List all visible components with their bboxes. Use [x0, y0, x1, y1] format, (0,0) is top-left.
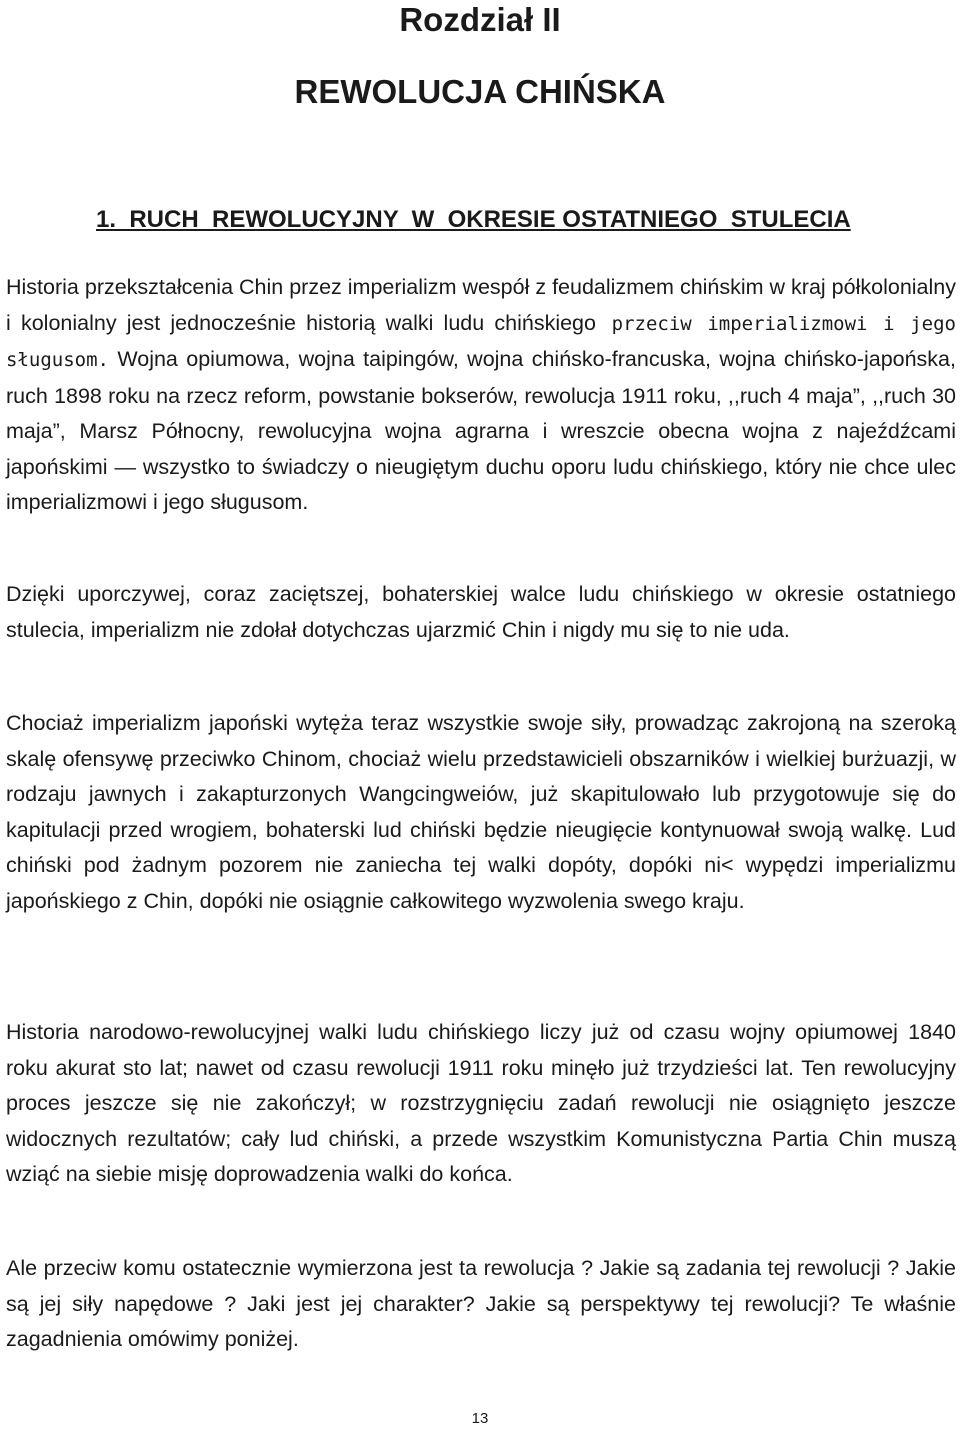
paragraph-1-monospace-fragment: przeciw imperializmowi i jego sługusom.	[6, 312, 956, 371]
page-number: 13	[471, 1410, 489, 1427]
section-heading: 1. RUCH REWOLUCYJNY W OKRESIE OSTATNIEGO STULECIA	[96, 206, 851, 233]
paragraph-1-rest: Wojna opiumowa, wojna taipingów, wojna chińsko-francuska, wojna chińsko-japońska, ruch 1898 roku na rzecz reform, powstanie bokserów, rewolucja 1911 roku, ,,ruch 4 maja”, ,,ruch 30 maja”, Marsz Północny, rewolucyjna wojna agrarna i wreszcie obecna wojna z najeźdźcami japońskimi — wszystko to świadczy o nieugiętym duchu oporu ludu chińskiego, który nie chce ulec imperializmowi i jego sługusom.	[6, 347, 956, 514]
paragraph-3: Chociaż imperializm japoński wytęża teraz wszystkie swoje siły, prowadząc zakrojoną na szeroką skalę ofensywę przeciwko Chinom, chociaż wielu przedstawicieli obszarników i wielkiej burżuazji, w rodzaju jawnych i zakapturzonych Wangcingweiów, już skapitulowało lub przygotowuje się do kapitulacji przed wrogiem, bohaterski lud chiński będzie nieugięcie kontynuował swoją walkę. Lud chiński pod żadnym pozorem nie zaniecha tej walki dopóty, dopóki ni< wypędzi imperializmu japońskiego z Chin, dopóki nie osiągnie całkowitego wyzwolenia swego kraju.	[6, 711, 956, 913]
paragraph-1	[6, 270, 956, 521]
paragraph-2: Dzięki uporczywej, coraz zaciętszej, bohaterskiej walce ludu chińskiego w okresie ostatniego stulecia, imperializm nie zdołał dotychczas ujarzmić Chin i nigdy mu się to nie uda.	[6, 582, 956, 642]
paragraph-5: Ale przeciw komu ostatecznie wymierzona jest ta rewolucja ? Jakie są zadania tej rewolucji ? Jakie są jej siły napędowe ? Jaki jest jej charakter? Jakie są perspektywy tej rewolucji? Te właśnie zagadnienia omówimy poniżej.	[6, 1256, 956, 1351]
chapter-title: REWOLUCJA CHIŃSKA	[294, 73, 666, 110]
paragraph-1-lead: Historia przekształcenia Chin przez imperializm wespół z feudalizmem chińskim w kraj półkolonialny i kolonialny jest jednocześnie historią walki ludu chińskiego	[6, 275, 956, 335]
paragraph-4: Historia narodowo-rewolucyjnej walki ludu chińskiego liczy już od czasu wojny opiumowej 1840 roku akurat sto lat; nawet od czasu rewolucji 1911 roku minęło już trzydzieści lat. Ten rewolucyjny proces jeszcze się nie zakończył; w rozstrzygnięciu zadań rewolucji nie osiągnięto jeszcze widocznych rezultatów; cały lud chiński, a przede wszystkim Komunistyczna Partia Chin muszą wziąć na siebie misję doprowadzenia walki do końca.	[6, 1020, 956, 1186]
chapter-number: Rozdział II	[399, 1, 561, 38]
